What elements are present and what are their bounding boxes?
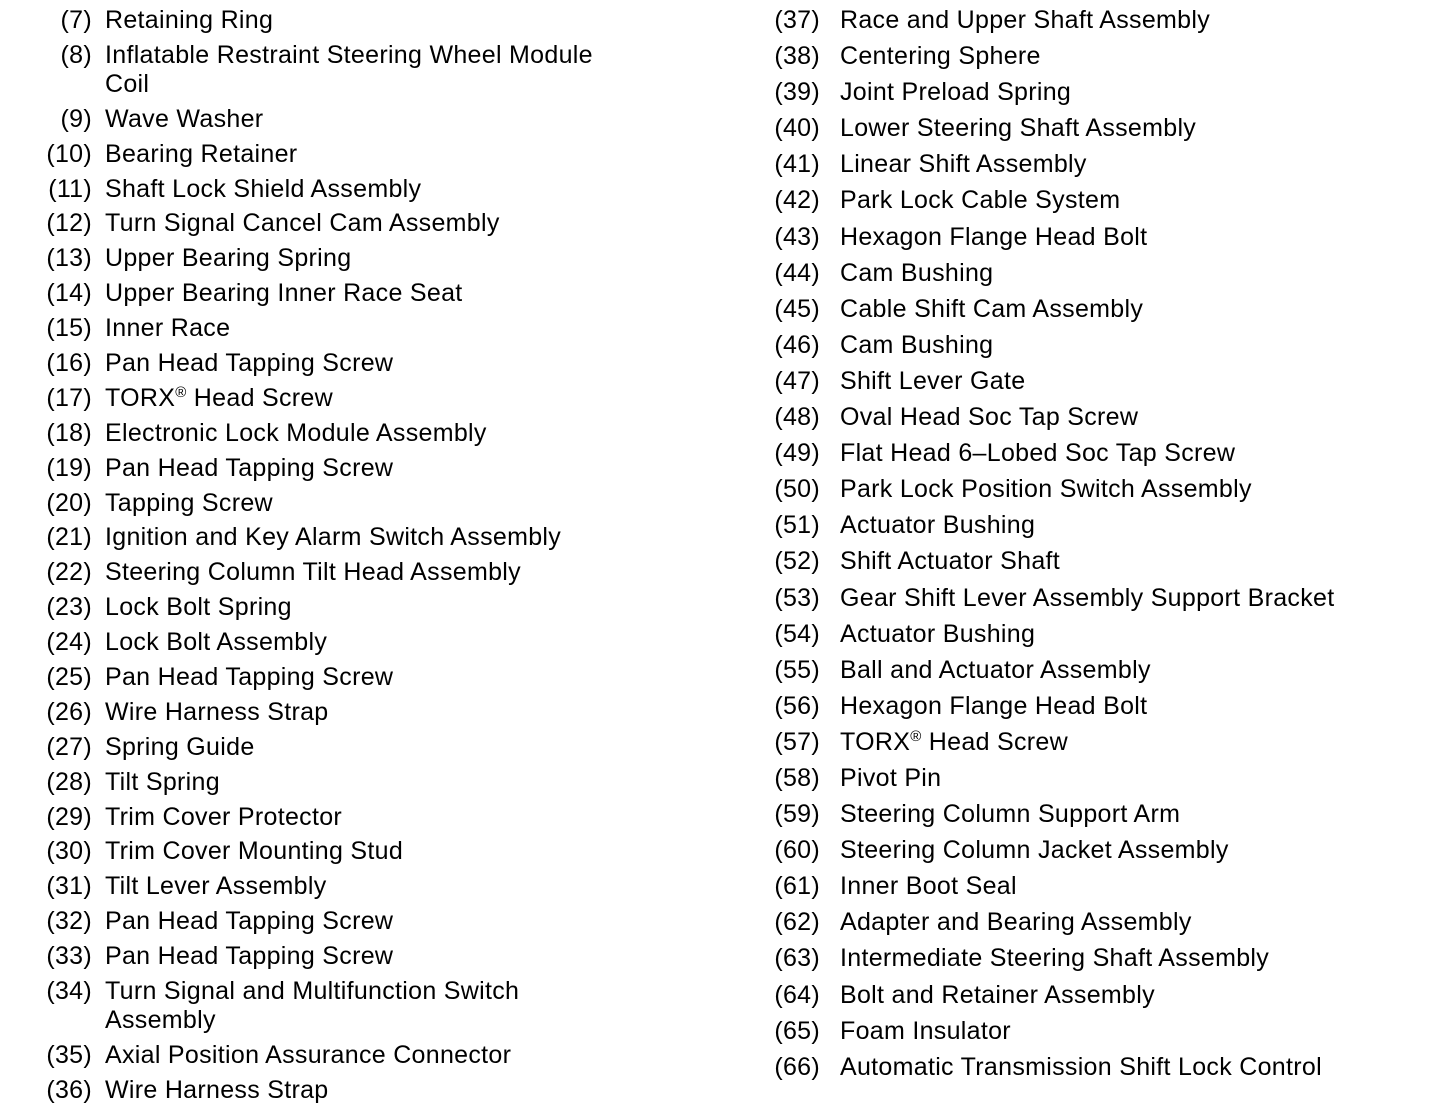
parts-list-item: [28, 244, 718, 273]
part-name: [105, 1076, 625, 1105]
part-name: [840, 367, 1452, 396]
part-name: [840, 331, 1452, 360]
part-name-text: Linear Shift Assembly: [840, 150, 1087, 179]
parts-list-item: [28, 175, 718, 204]
part-name-text: Trim Cover Mounting Stud: [105, 837, 404, 866]
part-number: (24): [46, 628, 92, 657]
part-number: (23): [46, 593, 92, 622]
part-number: (57): [774, 727, 820, 756]
part-name-text: Centering Sphere: [840, 42, 1041, 71]
part-name: [105, 977, 625, 1035]
parts-list-item: [762, 547, 1452, 576]
part-name-text: Actuator Bushing: [840, 619, 1036, 648]
parts-list-item: [28, 907, 718, 936]
part-name-text: Tilt Spring: [105, 767, 220, 796]
part-name: [840, 692, 1452, 721]
part-name-text: Lower Steering Shaft Assembly: [840, 114, 1197, 143]
part-number: (56): [774, 691, 820, 720]
part-number: (11): [48, 174, 92, 203]
part-name-suffix: Head Screw: [921, 727, 1068, 756]
part-name-text: Steering Column Support Arm: [840, 800, 1181, 829]
registered-trademark-mark: ®: [910, 727, 922, 745]
parts-list-item: [762, 800, 1452, 829]
part-name-text: Pan Head Tapping Screw: [105, 663, 394, 692]
part-number: (14): [46, 279, 92, 308]
part-name: [105, 244, 625, 273]
parts-list-item: [762, 511, 1452, 540]
part-number: (15): [46, 314, 92, 343]
part-name-text: Retaining Ring: [105, 6, 274, 34]
part-name-text: Intermediate Steering Shaft Assembly: [840, 944, 1270, 973]
parts-list-item: [762, 1053, 1452, 1082]
parts-list-item: [762, 656, 1452, 685]
part-name: [105, 384, 625, 413]
part-name: [840, 836, 1452, 865]
part-number: (38): [774, 42, 820, 71]
part-name-text: Electronic Lock Module Assembly: [105, 418, 487, 447]
part-name-text: Foam Insulator: [840, 1016, 1011, 1045]
part-number: (40): [774, 114, 820, 143]
parts-list-item: [28, 768, 718, 797]
part-number: (42): [774, 186, 820, 215]
parts-list-item: [28, 105, 718, 134]
part-name-text: Trim Cover Protector: [105, 802, 343, 831]
part-number: (18): [46, 418, 92, 447]
parts-list-item: [762, 692, 1452, 721]
part-number: (19): [46, 453, 92, 482]
part-name-text: Upper Bearing Spring: [105, 244, 352, 273]
part-number: (44): [774, 258, 820, 287]
parts-list-item: [762, 331, 1452, 360]
part-name-text: Turn Signal and Multifunction Switch Assembly: [105, 977, 520, 1035]
part-name-text: Pan Head Tapping Screw: [105, 942, 394, 971]
parts-list-item: [762, 620, 1452, 649]
part-name-text: Inner Boot Seal: [840, 872, 1017, 901]
part-name: [840, 872, 1452, 901]
parts-list-item: [762, 186, 1452, 215]
parts-list-item: [28, 1041, 718, 1070]
part-name-text: Tilt Lever Assembly: [105, 872, 327, 901]
part-name: [105, 419, 625, 448]
part-name: [840, 42, 1452, 71]
parts-list-item: [28, 1076, 718, 1105]
part-number: (49): [774, 439, 820, 468]
part-name: [840, 656, 1452, 685]
parts-list-item: [762, 728, 1452, 757]
part-number: (41): [774, 150, 820, 179]
registered-trademark-mark: ®: [175, 383, 187, 401]
parts-list-item: [28, 41, 718, 99]
parts-list-item: [28, 454, 718, 483]
part-name: [840, 620, 1452, 649]
part-name: [105, 279, 625, 308]
parts-list-item: [762, 42, 1452, 71]
part-name-text: Upper Bearing Inner Race Seat: [105, 279, 463, 308]
part-name: [840, 944, 1452, 973]
part-number: (54): [774, 619, 820, 648]
part-name-text: Park Lock Position Switch Assembly: [840, 475, 1252, 504]
part-number: (62): [774, 908, 820, 937]
part-name-text: Shift Actuator Shaft: [840, 547, 1061, 576]
part-name-text: Bolt and Retainer Assembly: [840, 980, 1155, 1009]
part-number: (37): [774, 6, 820, 34]
parts-list-item: [762, 150, 1452, 179]
part-name-text: Adapter and Bearing Assembly: [840, 908, 1192, 937]
parts-list-item: [28, 489, 718, 518]
part-number: (20): [46, 488, 92, 517]
part-number: (35): [46, 1040, 92, 1069]
part-number: (22): [46, 558, 92, 587]
part-name: [105, 907, 625, 936]
parts-list-item: [28, 977, 718, 1035]
part-number: (33): [46, 942, 92, 971]
parts-list-right: [762, 6, 1452, 1089]
parts-list-item: [28, 523, 718, 552]
parts-list-item: [28, 209, 718, 238]
part-name: [105, 803, 625, 832]
part-name: [840, 764, 1452, 793]
part-name: [105, 175, 625, 204]
part-name: [105, 628, 625, 657]
part-name-text: Actuator Bushing: [840, 511, 1036, 540]
part-number: (45): [774, 294, 820, 323]
part-name: [105, 698, 625, 727]
part-number: (50): [774, 475, 820, 504]
parts-list-item: [28, 593, 718, 622]
part-name: [840, 728, 1452, 757]
part-number: (30): [46, 837, 92, 866]
part-name-text: Joint Preload Spring: [840, 78, 1072, 107]
part-name-text: Oval Head Soc Tap Screw: [840, 403, 1139, 432]
part-number: (34): [46, 977, 92, 1006]
part-name: [840, 1017, 1452, 1046]
part-name-suffix: Head Screw: [186, 383, 333, 412]
part-name: [105, 314, 625, 343]
part-name-text: Wire Harness Strap: [105, 697, 329, 726]
part-name: [840, 547, 1452, 576]
parts-list-item: [28, 942, 718, 971]
parts-list-item: [762, 439, 1452, 468]
part-name-text: Cable Shift Cam Assembly: [840, 294, 1144, 323]
part-name-text: Tapping Screw: [105, 488, 273, 517]
parts-list-item: [28, 384, 718, 413]
part-name-text: Ball and Actuator Assembly: [840, 655, 1151, 684]
parts-list-item: [28, 628, 718, 657]
parts-list-item: [762, 584, 1452, 613]
part-name-text: Wire Harness Strap: [105, 1075, 329, 1104]
parts-list-item: [762, 78, 1452, 107]
parts-list-left: [28, 6, 718, 1111]
part-name-text: Cam Bushing: [840, 258, 994, 287]
part-name-text: Lock Bolt Spring: [105, 593, 292, 622]
part-name: [840, 78, 1452, 107]
part-number: (25): [46, 663, 92, 692]
parts-list-item: [28, 279, 718, 308]
parts-list-item: [762, 295, 1452, 324]
parts-list-item: [28, 872, 718, 901]
part-number: (65): [774, 1016, 820, 1045]
part-number: (60): [774, 836, 820, 865]
part-name: [840, 223, 1452, 252]
part-name: [840, 981, 1452, 1010]
part-name-text: Inflatable Restraint Steering Wheel Module Coil: [105, 40, 593, 98]
part-number: (66): [774, 1052, 820, 1081]
parts-list-item: [762, 944, 1452, 973]
part-number: (51): [774, 511, 820, 540]
part-number: (59): [774, 800, 820, 829]
part-name: [105, 209, 625, 238]
parts-list-item: [28, 803, 718, 832]
part-name: [105, 837, 625, 866]
parts-list-item: [28, 837, 718, 866]
part-name: [840, 114, 1452, 143]
part-name: [840, 295, 1452, 324]
part-number: (31): [46, 872, 92, 901]
parts-list-item: [762, 836, 1452, 865]
part-name: [840, 511, 1452, 540]
part-number: (46): [774, 330, 820, 359]
part-name-text: Pan Head Tapping Screw: [105, 349, 394, 378]
part-name-text: Race and Upper Shaft Assembly: [840, 6, 1211, 34]
part-number: (7): [60, 6, 92, 34]
part-name-text: Ignition and Key Alarm Switch Assembly: [105, 523, 562, 552]
part-name-text: Gear Shift Lever Assembly Support Bracket: [840, 583, 1335, 612]
part-name-text: Inner Race: [105, 314, 231, 343]
part-name: [840, 908, 1452, 937]
part-name-text: Shift Lever Gate: [840, 366, 1026, 395]
parts-list-item: [762, 908, 1452, 937]
part-name: [840, 186, 1452, 215]
part-name: [840, 403, 1452, 432]
parts-list-item: [762, 872, 1452, 901]
part-number: (52): [774, 547, 820, 576]
parts-list-item: [28, 314, 718, 343]
parts-list-item: [762, 475, 1452, 504]
part-name: [105, 1041, 625, 1070]
part-number: (10): [46, 139, 92, 168]
parts-list-item: [28, 558, 718, 587]
part-name: [840, 150, 1452, 179]
part-number: (27): [46, 732, 92, 761]
parts-list-item: [28, 663, 718, 692]
part-number: (63): [774, 944, 820, 973]
part-number: (28): [46, 767, 92, 796]
parts-list-item: [762, 764, 1452, 793]
part-name: [840, 259, 1452, 288]
part-number: (48): [774, 403, 820, 432]
part-name-text: Pan Head Tapping Screw: [105, 907, 394, 936]
part-number: (32): [46, 907, 92, 936]
part-number: (36): [46, 1075, 92, 1104]
part-number: (12): [46, 209, 92, 238]
part-name: [105, 593, 625, 622]
part-name: [105, 942, 625, 971]
part-number: (29): [46, 802, 92, 831]
part-name: [840, 584, 1452, 613]
part-name-text: Steering Column Tilt Head Assembly: [105, 558, 521, 587]
part-name-text: TORX: [840, 727, 911, 756]
part-name-text: Pan Head Tapping Screw: [105, 453, 394, 482]
part-name: [840, 1053, 1452, 1082]
part-name-text: Axial Position Assurance Connector: [105, 1040, 512, 1069]
part-number: (17): [46, 383, 92, 412]
part-number: (13): [46, 244, 92, 273]
part-name: [105, 349, 625, 378]
parts-list-item: [28, 419, 718, 448]
parts-list-item: [28, 733, 718, 762]
part-name-text: Shaft Lock Shield Assembly: [105, 174, 422, 203]
part-name: [105, 733, 625, 762]
parts-list-item: [762, 403, 1452, 432]
part-name: [105, 872, 625, 901]
parts-list-item: [762, 6, 1452, 35]
part-name: [840, 800, 1452, 829]
part-name-text: Spring Guide: [105, 732, 255, 761]
part-number: (47): [774, 366, 820, 395]
part-number: (26): [46, 697, 92, 726]
part-name: [840, 6, 1452, 35]
part-name: [105, 140, 625, 169]
part-name-text: Park Lock Cable System: [840, 186, 1121, 215]
part-number: (43): [774, 222, 820, 251]
parts-list-item: [28, 698, 718, 727]
part-name-text: TORX: [105, 383, 176, 412]
parts-list-item: [762, 367, 1452, 396]
part-number: (61): [774, 872, 820, 901]
part-name: [840, 475, 1452, 504]
part-number: (9): [60, 104, 92, 133]
parts-list-item: [762, 1017, 1452, 1046]
parts-list-item: [762, 259, 1452, 288]
part-name: [105, 454, 625, 483]
part-number: (55): [774, 655, 820, 684]
part-name: [105, 663, 625, 692]
parts-list-item: [762, 981, 1452, 1010]
part-number: (16): [46, 349, 92, 378]
part-number: (8): [60, 40, 92, 69]
parts-list-item: [28, 140, 718, 169]
part-number: (21): [46, 523, 92, 552]
part-number: (39): [774, 78, 820, 107]
part-name: [105, 105, 625, 134]
part-number: (58): [774, 763, 820, 792]
part-name-text: Pivot Pin: [840, 763, 942, 792]
part-name-text: Wave Washer: [105, 104, 264, 133]
part-name: [105, 6, 625, 35]
part-number: (53): [774, 583, 820, 612]
part-name-text: Hexagon Flange Head Bolt: [840, 222, 1148, 251]
part-name-text: Lock Bolt Assembly: [105, 628, 328, 657]
part-name-text: Bearing Retainer: [105, 139, 298, 168]
part-name: [105, 558, 625, 587]
part-name: [105, 489, 625, 518]
part-name-text: Hexagon Flange Head Bolt: [840, 691, 1148, 720]
part-name: [105, 523, 625, 552]
part-name-text: Cam Bushing: [840, 330, 994, 359]
part-name-text: Steering Column Jacket Assembly: [840, 836, 1229, 865]
part-name-text: Turn Signal Cancel Cam Assembly: [105, 209, 500, 238]
part-name-text: Flat Head 6–Lobed Soc Tap Screw: [840, 439, 1236, 468]
parts-list-item: [762, 223, 1452, 252]
part-name: [105, 41, 625, 99]
parts-list-item: [28, 6, 718, 35]
parts-list-item: [28, 349, 718, 378]
part-name: [840, 439, 1452, 468]
part-name: [105, 768, 625, 797]
part-number: (64): [774, 980, 820, 1009]
part-name-text: Automatic Transmission Shift Lock Control: [840, 1052, 1322, 1081]
parts-list-item: [762, 114, 1452, 143]
